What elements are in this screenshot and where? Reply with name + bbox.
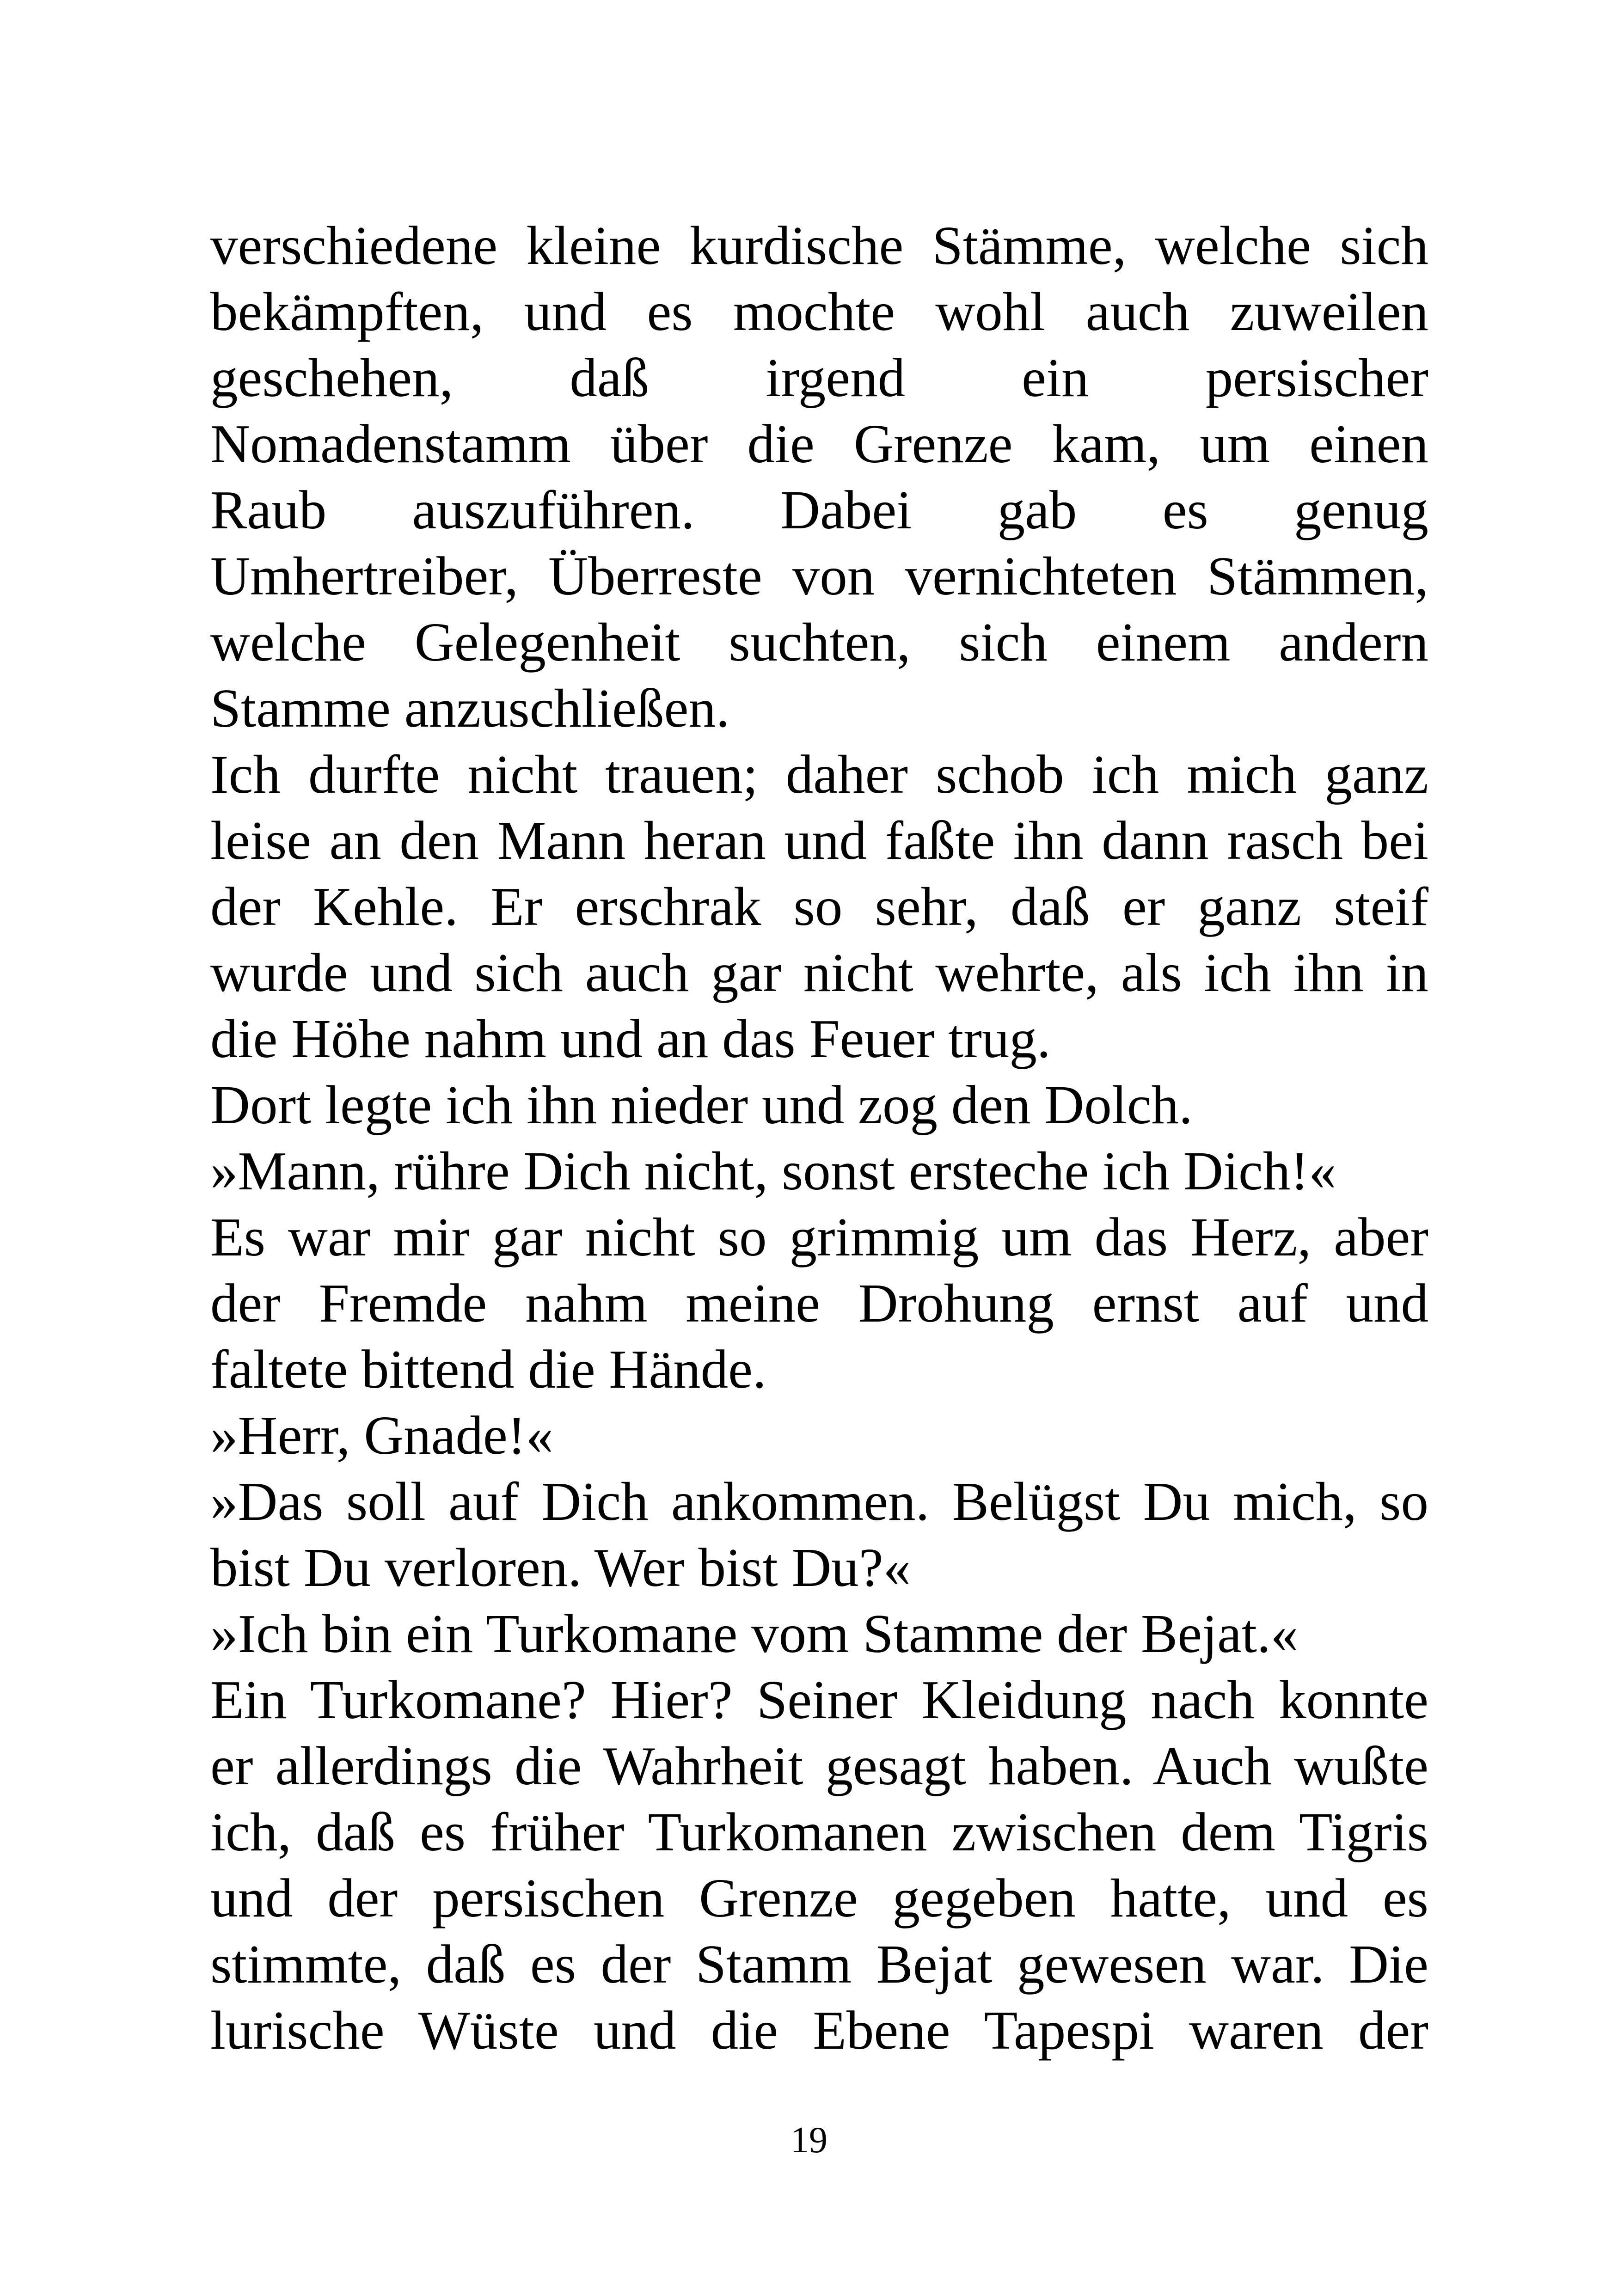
paragraph — [210, 213, 1428, 741]
text-line: Dort legte ich ihn nieder und zog den Dolch. — [210, 1074, 1193, 1135]
paragraph — [210, 1469, 1428, 1601]
paragraph — [210, 1601, 1428, 1667]
text-line: Raub auszuführen. Dabei gab es genug — [210, 479, 1428, 540]
text-line: Ich durfte nicht trauen; daher schob ich mich ganz — [210, 744, 1428, 805]
text-line: bekämpften, und es mochte wohl auch zuweilen — [210, 281, 1428, 342]
text-line: leise an den Mann heran und faßte ihn dann rasch bei — [210, 810, 1428, 871]
text-line: der Fremde nahm meine Drohung ernst auf und — [210, 1273, 1428, 1334]
paragraph — [210, 1138, 1428, 1204]
text-line: bist Du verloren. Wer bist Du?« — [210, 1537, 911, 1598]
text-line: Nomadenstamm über die Grenze kam, um einen — [210, 413, 1428, 474]
text-line: die Höhe nahm und an das Feuer trug. — [210, 1008, 1051, 1069]
text-line: er allerdings die Wahrheit gesagt haben. Auch wußte — [210, 1735, 1428, 1796]
text-line: Umhertreiber, Überreste von vernichteten Stämmen, — [210, 545, 1428, 606]
text-line: faltete bittend die Hände. — [210, 1339, 766, 1400]
text-line: Stamme anzuschließen. — [210, 678, 730, 739]
text-line: Es war mir gar nicht so grimmig um das Herz, aber — [210, 1206, 1428, 1267]
text-line: ich, daß es früher Turkomanen zwischen dem Tigris — [210, 1801, 1428, 1862]
paragraph — [210, 1072, 1428, 1138]
page-number: 19 — [791, 2120, 827, 2161]
body-text — [210, 213, 1428, 2063]
text-line: und der persischen Grenze gegeben hatte, und es — [210, 1867, 1428, 1929]
paragraph — [210, 1667, 1428, 2063]
text-line: geschehen, daß irgend ein persischer — [210, 347, 1428, 408]
text-line: der Kehle. Er erschrak so sehr, daß er ganz steif — [210, 876, 1428, 937]
text-line: »Herr, Gnade!« — [210, 1405, 553, 1466]
text-line: stimmte, daß es der Stamm Bejat gewesen war. Die — [210, 1934, 1428, 1995]
text-line: welche Gelegenheit suchten, sich einem andern — [210, 612, 1428, 673]
paragraph — [210, 1402, 1428, 1469]
text-line: wurde und sich auch gar nicht wehrte, als ich ihn in — [210, 942, 1428, 1003]
text-line: »Das soll auf Dich ankommen. Belügst Du mich, so — [210, 1471, 1428, 1532]
text-line: verschiedene kleine kurdische Stämme, welche sich — [210, 215, 1428, 276]
text-line: Ein Turkomane? Hier? Seiner Kleidung nach konnte — [210, 1669, 1428, 1730]
text-line: »Mann, rühre Dich nicht, sonst ersteche ich Dich!« — [210, 1140, 1336, 1201]
text-line: »Ich bin ein Turkomane vom Stamme der Bejat.« — [210, 1603, 1299, 1664]
paragraph — [210, 1204, 1428, 1402]
paragraph — [210, 741, 1428, 1072]
text-line: lurische Wüste und die Ebene Tapespi waren der — [210, 2000, 1428, 2061]
